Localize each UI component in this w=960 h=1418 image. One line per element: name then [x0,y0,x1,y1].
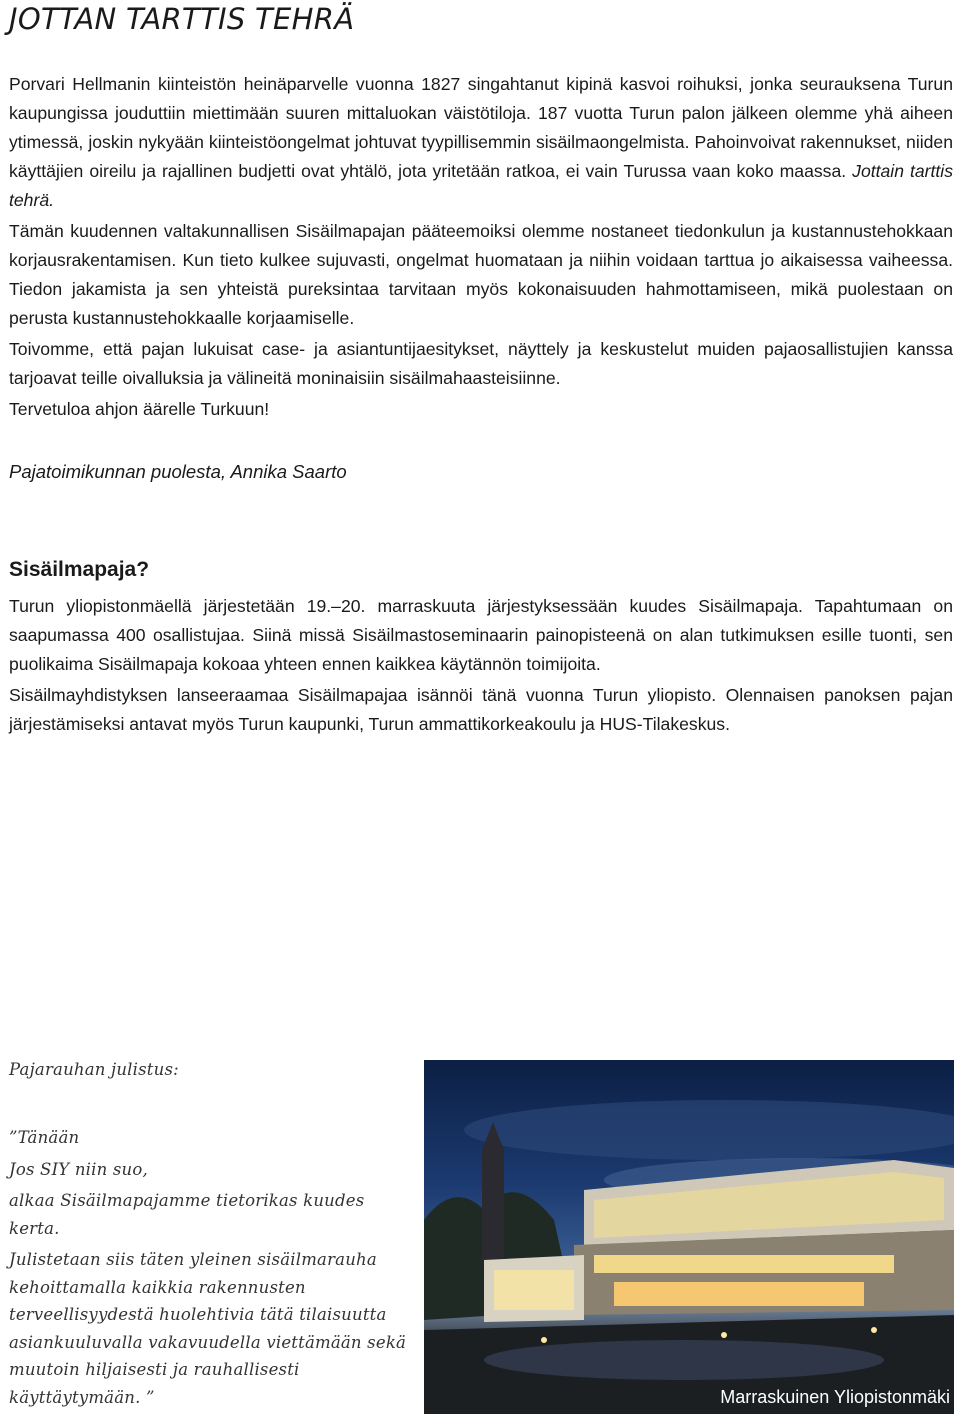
section-heading: Sisäilmapaja? [9,558,150,581]
section-paragraph-1: Turun yliopistonmäellä järjestetään 19.–20. marraskuuta järjestyksessään kuudes Sisäilmapaja. Tapahtumaan on saapumassa 400 osallistujaa. Siinä missä Sisäilmastoseminaarin painopisteenä on alan tutkimuksen esille tuonti, sen puolikaima Sisäilmapaja kokoaa yhteen ennen kaikkea käytännön toimijoita. [9,596,953,674]
proclamation-line-1: ”Tänään [9,1128,80,1147]
university-hill-photo [424,1060,954,1414]
intro-paragraph-2: Tämän kuudennen valtakunnallisen Sisäilmapajan pääteemoiksi olemme nostaneet tiedonkulun ja kustannustehokkaan korjausrakentamisen. Kun tieto kulkee sujuvasti, ongelmat huomataan ja niihin voidaan tarttua jo aikaisessa vaiheessa. Tiedon jakamista ja sen yhteistä pureksintaa tarvitaan myös kokonaisuuden hahmottamiseen, mikä puolestaan on perusta kustannustehokkaalle korjaamiselle. [9,221,953,328]
proclamation-line-3: alkaa Sisäilmapajamme tietorikas kuudes kerta. [9,1191,365,1238]
proclamation-quote [9,1124,409,1415]
intro-paragraph-1-text: Porvari Hellmanin kiinteistön heinäparvelle vuonna 1827 singahtanut kipinä kasvoi roihuksi, jonka seurauksena Turun kaupungissa jouduttiin miettimään suuren mittaluokan väistötiloja. 187 vuotta Turun palon jälkeen olemme yhä aiheen ytimessä, joskin nykyään kiinteistöongelmat johtuvat tyypillisemmin sisäilmaongelmista. Pahoinvoivat rakennukset, niiden käyttäjien oireilu ja rajallinen budjetti ovat yhtälö, jota yritetään ratkoa, ei vain Turussa vaan koko maassa. [9,74,953,181]
intro-paragraph-4: Tervetuloa ahjon äärelle Turkuun! [9,399,270,419]
intro-paragraph-3: Toivomme, että pajan lukuisat case- ja asiantuntijaesitykset, näyttely ja keskustelut muiden pajaosallistujien kanssa tarjoavat teille oivalluksia ja välineitä moninaisiin sisäilmahaasteisiinne. [9,339,953,388]
section-text [9,592,953,741]
intro-text [9,70,953,426]
page-title: JOTTAN TARTTIS TEHRÄ [9,2,355,36]
proclamation-heading: Pajarauhan julistus: [9,1060,179,1079]
photo-caption: Marraskuinen Yliopistonmäki [720,1387,950,1407]
intro-paragraph-1 [9,70,953,215]
signature: Pajatoimikunnan puolesta, Annika Saarto [9,461,347,482]
intro-paragraph-1-italic: Jottain tarttis tehrä. [9,161,954,210]
photo-illustration [424,1060,954,1414]
proclamation-line-4: Julistetaan siis täten yleinen sisäilmarauha kehoittamalla kaikkia rakennusten terveellisyydestä huolehtivia tätä tilaisuutta asiankuuluvalla vakavuudella viettämään sekä muutoin hiljaisesti ja rauhallisesti käyttäytymään. ” [9,1250,407,1407]
section-paragraph-2: Sisäilmayhdistyksen lanseeraamaa Sisäilmapajaa isännöi tänä vuonna Turun yliopisto. Olennaisen panoksen pajan järjestämiseksi antavat myös Turun kaupunki, Turun ammattikorkeakoulu ja HUS-Tilakeskus. [9,685,953,734]
proclamation-line-2: Jos SIY niin suo, [9,1159,148,1179]
